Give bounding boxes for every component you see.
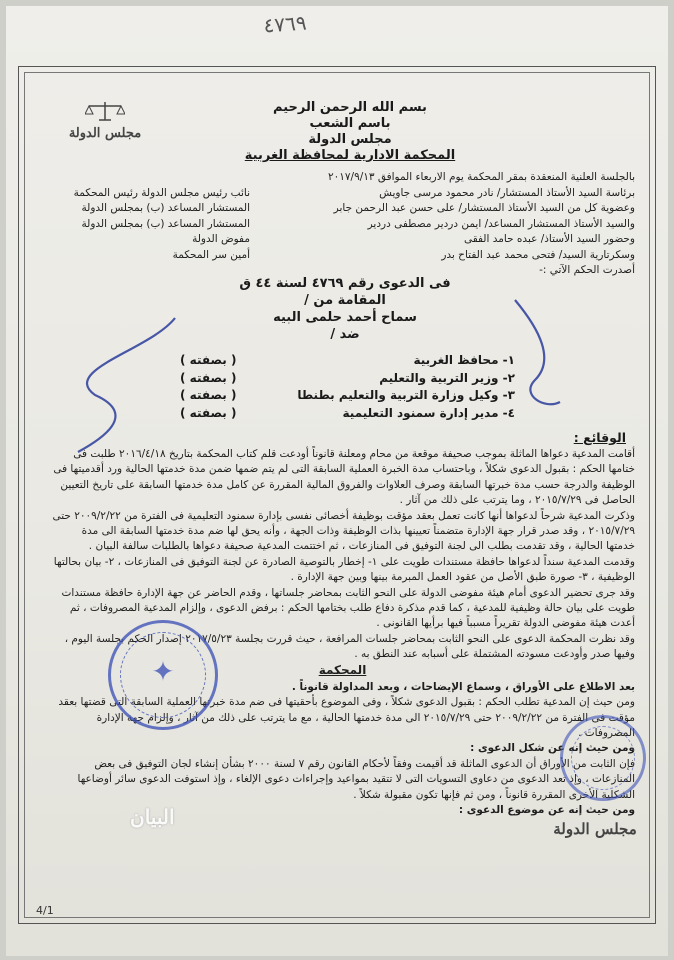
facts-paragraph: وقد جرى تحضير الدعوى أمام هيئة مفوضى الدولة على النحو الثابت بمحاضر جلساتها ، وقدم الحاضر عن جهة الإدارة حافظة مستندات طويت على بيان حالة وظيفية للمدعية ، كما قدم مذكرة دفاع طلب بختامها الحكم : برفض الدعوى ، وإلزام المدعية المصروفات ، ثم أعدت هيئة مفوضى الدولة تقريراً مسبباً فيها برأيها القانونى . (61, 586, 635, 630)
eagle-emblem-icon: ✦ (151, 655, 175, 688)
page-number: 4/1 (36, 904, 54, 917)
pen-stroke-left (78, 318, 175, 452)
defendant-capacity: ( بصفته ) (180, 388, 237, 402)
defendant-name: ٤- مدير إدارة سمنود التعليمية (342, 405, 515, 420)
panel-member-role: المستشار المساعد (ب) بمجلس الدولة (81, 217, 250, 230)
panel-member-name: وعضوية كل من السيد الأستاذ المستشار/ على حسن عبد الرحمن جابر (333, 202, 635, 215)
panel-member-role: أمين سر المحكمة (172, 248, 250, 261)
panel-member-name: وسكرتارية السيد/ فتحى محمد عبد الفتاح بدر (441, 248, 635, 261)
state-council-logo-footer (540, 820, 650, 838)
facts-paragraph: وقدمت المدعية سنداً لدعواها حافظة مستندات طويت على ١- إخطار بالتوصية الصادرة عن لجنة التوفيق فى المنازعات ، ٢- بيان بحالتها الوظيفية ، ٣- صورة طبق الأصل من عقود العمل المبرمة بينها وبين جهة الإدارة . (53, 555, 635, 584)
defendant-name: ٣- وكيل وزارة التربية والتعليم بطنطا (297, 388, 515, 402)
against-label: ضد / (330, 327, 360, 342)
case-number: فى الدعوى رقم ٤٧٦٩ لسنة ٤٤ ق (239, 276, 451, 291)
panel-member-role: مفوض الدولة (192, 233, 250, 246)
defendant-capacity: ( بصفته ) (180, 405, 237, 420)
basmala: بسم الله الرحمن الرحيم (273, 100, 427, 115)
council-line: مجلس الدولة (308, 132, 392, 147)
defendant-capacity: ( بصفته ) (180, 370, 237, 385)
court-name: المحكمة الادارية لمحافظة الغربية (244, 148, 456, 163)
court-heading: المحكمة (318, 662, 367, 677)
court-paragraph: ومن حيث إنه عن شكل الدعوى : (470, 742, 635, 755)
plaintiff-name: سماح أحمد حلمى البيه (273, 310, 417, 325)
panel-member-role: نائب رئيس مجلس الدولة رئيس المحكمة (73, 187, 250, 199)
court-paragraph: فإن الثابت من الأوراق أن الدعوى الماثلة قد أقيمت وفقاً لأحكام القانون رقم ٧ لسنة ٢٠٠٠ بشأن إنشاء لجان التوفيق فى بعض المنازعات ، وإذ تعد الدعوى من دعاوى التسويات التى لا تتقيد بمواعيد وإجراءات دعوى الإلغاء ، وإذ استوفت الدعوى سائر أوضاعها الشكلية الأخرى المقررة قانوناً ، ومن ثم فإنها تكون مقبولة شكلاً . (77, 757, 635, 801)
judgment-intro: أصدرت الحكم الآتي :- (539, 264, 635, 277)
panel-member-name: والسيد الأستاذ المستشار المساعد/ ايمن دردير مصطفى دردير (367, 217, 635, 230)
court-paragraph: بعد الاطلاع على الأوراق ، وسماع الإيضاحات ، وبعد المداولة قانوناً . (291, 680, 635, 693)
logo-label: مجلس الدولة (68, 126, 142, 141)
watermark: البيان (130, 805, 175, 829)
facts-paragraph: وقد نظرت المحكمة الدعوى على النحو الثابت بمحاضر جلسات المرافعة ، حيث قررت بجلسة ٢٠١٧/٥/٢٣ إصدار الحكم بجلسة اليوم ، وفيها صدر وأودعت مسودته المشتملة على أسبابه عند النطق به . (64, 632, 635, 661)
filed-by: المقامة من / (304, 293, 386, 308)
people-line: باسم الشعب (309, 116, 391, 131)
panel-member-role: المستشار المساعد (ب) بمجلس الدولة (81, 202, 250, 215)
panel-member-name: برئاسة السيد الأستاذ المستشار/ نادر محمود مرسى جاويش (379, 187, 635, 199)
court-paragraph: ومن حيث إنه عن موضوع الدعوى : (458, 803, 635, 816)
panel-member-name: وحضور السيد الأستاذ/ عبده حامد الفقى (463, 233, 635, 246)
facts-heading: الوقائع : (573, 430, 626, 445)
court-paragraph: ومن حيث إن المدعية تطلب الحكم : بقبول الدعوى شكلاً ، وفى الموضوع بأحقيتها فى ضم مدة خبرتها العملية السابقة التى قضتها بعقد مؤقت فى الفترة من ٢٠٠٩/٢/٢٢ حتى ٢٠١٥/٧/٢٩ الى مدة خدمتها الحالية ، مع ما يترتب على ذلك من آثار ، وإلزام جهة الإدارة المصروفات . (58, 696, 635, 739)
defendant-name: ١- محافظ الغربية (413, 353, 515, 367)
handwritten-case-number: ٤٧٦٩ (262, 10, 308, 38)
pen-stroke-right (515, 300, 560, 404)
facts-paragraph: وذكرت المدعية شرحاً لدعواها أنها كانت تعمل بعقد مؤقت بوظيفة أخصائى نفسى بإدارة سمنود التعليمية فى الفترة من ٢٠٠٩/٢/٢٢ حتى ٢٠١٥/٧/٢٩ ، وقد صدر قرار جهة الإدارة متضمناً تعيينها بذات الوظيفة وذات الجهة ، وأنه يحق لها ضم مدة خدمتها السابقة الى مدة خدمتها الحالية ، وقد تقدمت بطلب الى لجنة التوفيق فى المنازعات ، ثم اختتمت المدعية صحيفة دعواها بالطلبات سالفة البيان . (52, 509, 635, 553)
facts-paragraph: أقامت المدعية دعواها الماثلة بموجب صحيفة موقعة من محام ومعلنة قانوناً أودعت قلم كتاب المحكمة بتاريخ ٢٠١٦/٤/١٨ طلبت فى ختامها الحكم : بقبول الدعوى شكلاً ، وباحتساب مدة الخبرة العملية السابقة التى لم يتم ضمها ضمن مدة خدمتها الحالية ورد أقدميتها فى الوظيفة والدرجة حسب مدة خبرتها السابقة وصرف العلاوات والفروق المالية المقررة عن كامل مدة خدمتها السابقة على تاريخ التعيين الحاصل فى ٢٠١٥/٧/٢٩ ، وما يترتب على ذلك من آثار . (53, 448, 635, 507)
defendant-capacity: ( بصفته ) (180, 353, 237, 367)
defendant-name: ٢- وزير التربية والتعليم (379, 370, 515, 385)
session-line: بالجلسة العلنية المنعقدة بمقر المحكمة يوم الاربعاء الموافق ٢٠١٧/٩/١٣ (327, 171, 635, 183)
footer-logo-label: مجلس الدولة (553, 820, 637, 838)
